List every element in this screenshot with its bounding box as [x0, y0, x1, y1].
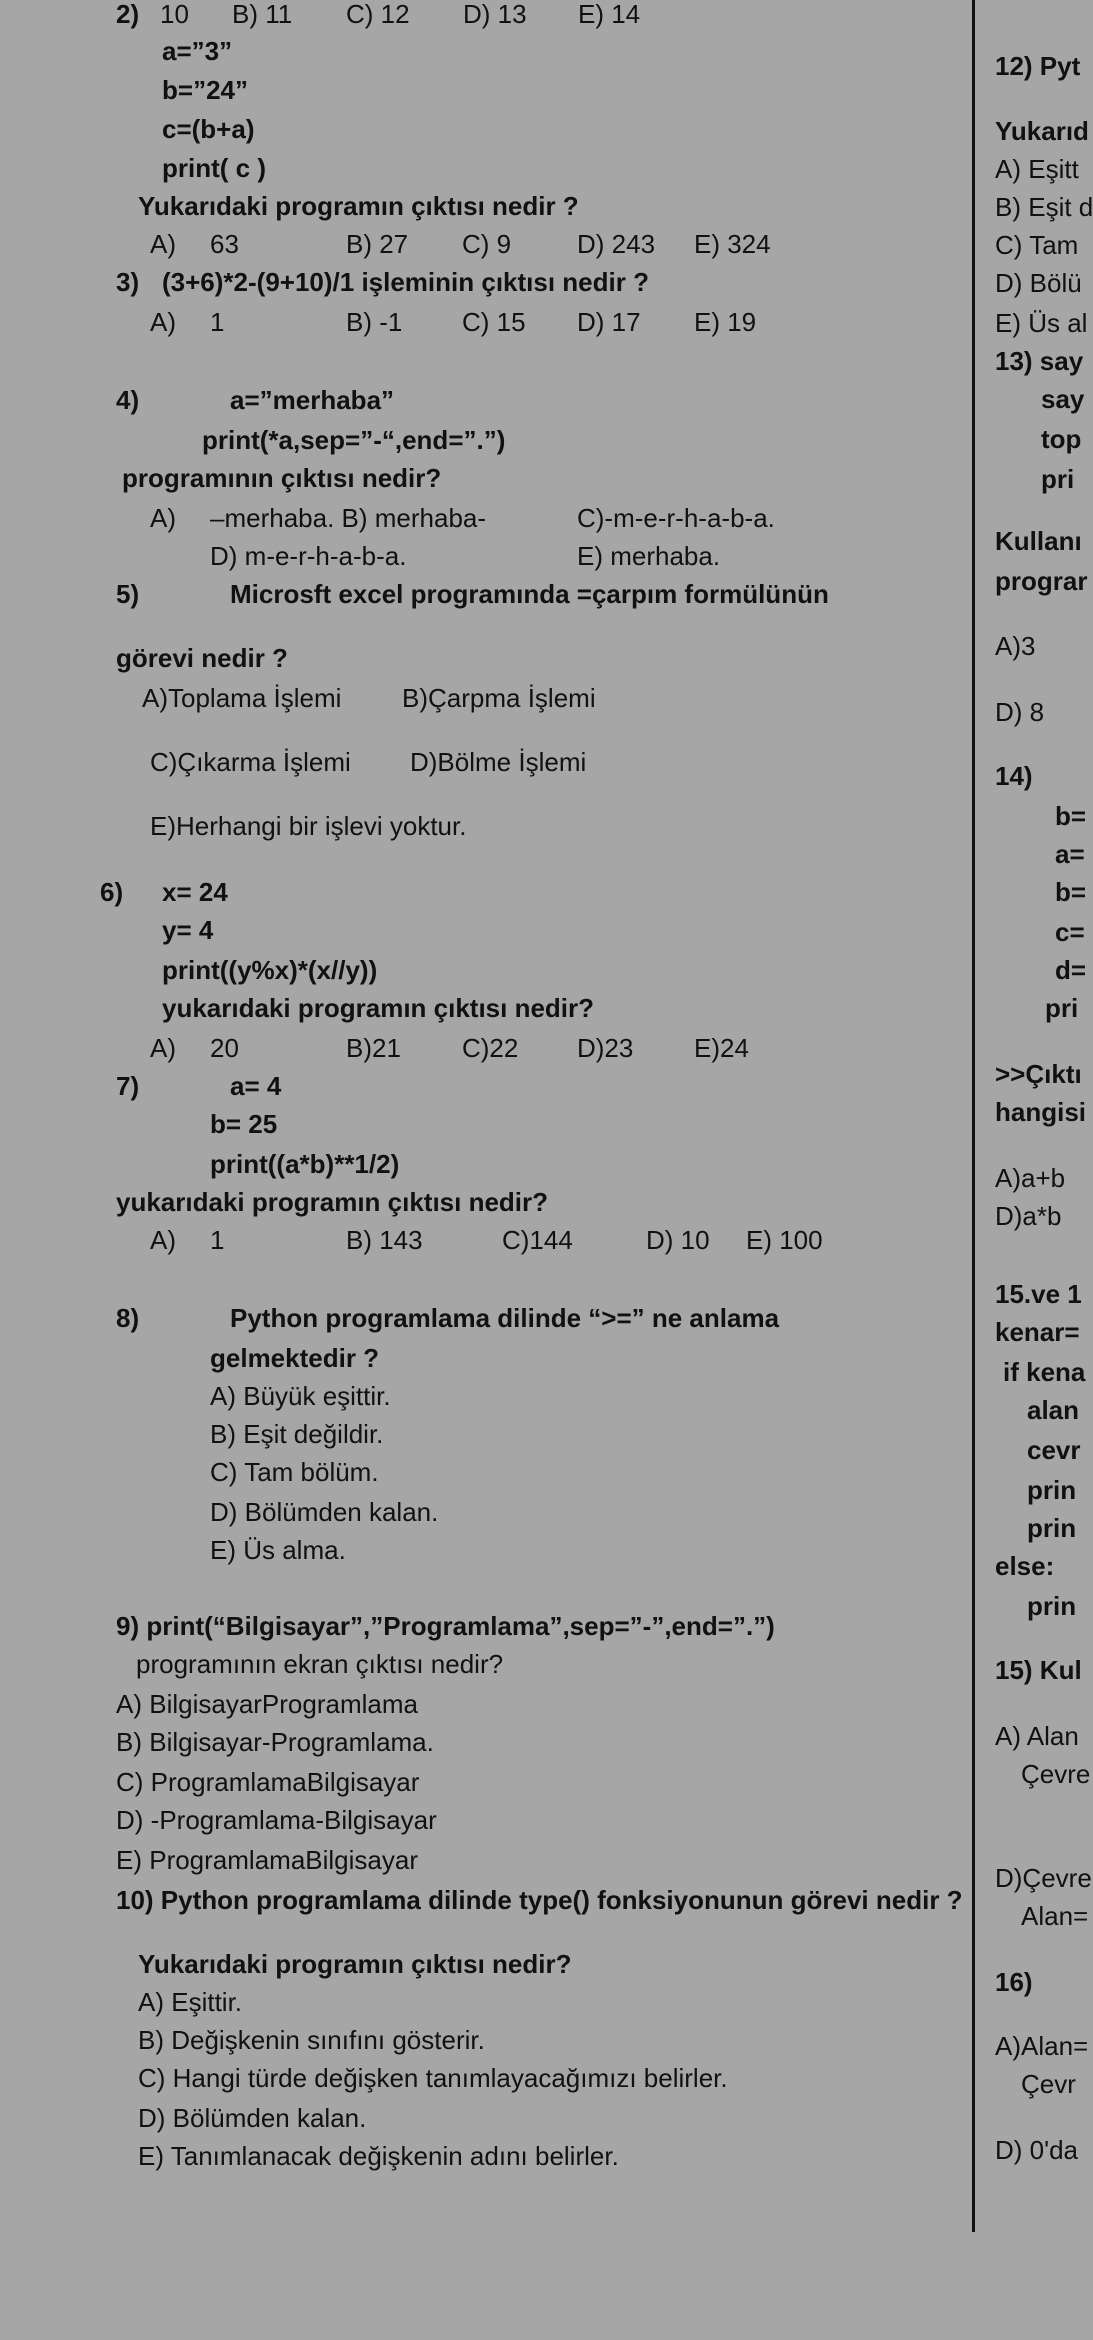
q3-option-e: E) 19 — [694, 307, 757, 337]
q7-option-a: 1 — [210, 1225, 225, 1255]
q2-option-a: 63 — [210, 229, 239, 259]
right-text: 14) — [995, 761, 1033, 791]
q7-code-line: a= 4 — [230, 1071, 282, 1101]
right-text: alan — [1027, 1395, 1080, 1425]
q8-question-cont: gelmektedir ? — [210, 1343, 380, 1373]
q7-option-e: E) 100 — [746, 1225, 823, 1255]
q3-option-b: B) -1 — [346, 307, 403, 337]
q6-option-label: A) — [150, 1033, 176, 1063]
q6-code-line: y= 4 — [162, 915, 214, 945]
q6-option-c: C)22 — [462, 1033, 519, 1063]
right-text: Alan= — [1021, 1901, 1089, 1931]
right-text: a= — [1055, 839, 1085, 869]
q4-number: 4) — [116, 385, 140, 415]
q10-option-b: B) Değişkenin sınıfını gösterir. — [138, 2025, 485, 2055]
q4-code-line: a=”merhaba” — [230, 385, 395, 415]
q3-option-a: 1 — [210, 307, 225, 337]
q7-option-c: C)144 — [502, 1225, 573, 1255]
q8-option-c: C) Tam bölüm. — [210, 1457, 379, 1487]
q2-option-label: A) — [150, 229, 176, 259]
q6-number: 6) — [100, 877, 124, 907]
right-text: A) Alan — [995, 1721, 1079, 1751]
right-text: else: — [995, 1551, 1055, 1581]
q10-question: 10) Python programlama dilinde type() fonksiyonunun görevi nedir ? — [116, 1885, 963, 1915]
q2-prev-option-d: D) 13 — [463, 0, 527, 29]
q9-question: 9) print(“Bilgisayar”,”Programlama”,sep=”-”,end=”.”) — [116, 1611, 775, 1641]
q10-option-a: A) Eşittir. — [138, 1987, 243, 2017]
right-text: 16) — [995, 1967, 1033, 1997]
q2-option-c: C) 9 — [462, 229, 512, 259]
q9-option-d: D) -Programlama-Bilgisayar — [116, 1805, 437, 1835]
right-text: Kullanı — [995, 526, 1082, 556]
q5-option-a: A)Toplama İşlemi — [142, 683, 342, 713]
right-text: prin — [1027, 1513, 1077, 1543]
right-text: prin — [1027, 1475, 1077, 1505]
q2-option-b: B) 27 — [346, 229, 409, 259]
q9-option-a: A) BilgisayarProgramlama — [116, 1689, 418, 1719]
right-text: >>Çıktı — [995, 1059, 1082, 1089]
q10-option-d: D) Bölümden kalan. — [138, 2103, 367, 2133]
right-text: if kena — [1003, 1357, 1086, 1387]
right-text: prin — [1027, 1591, 1077, 1621]
right-text: A) Eşitt — [995, 154, 1079, 184]
q4-option-label: A) — [150, 503, 176, 533]
q5-question: Microsft excel programında =çarpım formülünün — [230, 579, 829, 609]
q8-question: Python programlama dilinde “>=” ne anlama — [230, 1303, 780, 1333]
q2-prev-option-b: B) 11 — [232, 0, 293, 29]
right-text: say — [1041, 384, 1085, 414]
right-column — [975, 0, 1093, 2340]
q4-option-c: C)-m-e-r-h-a-b-a. — [577, 503, 775, 533]
q7-code-line: b= 25 — [210, 1109, 278, 1139]
right-text: D)Çevre — [995, 1863, 1092, 1893]
q2-code-line: a=”3” — [162, 36, 233, 66]
q7-option-b: B) 143 — [346, 1225, 423, 1255]
right-text: B) Eşit d — [995, 192, 1093, 222]
q2-code-line: c=(b+a) — [162, 114, 255, 144]
q2-prev-option-a: 10 — [160, 0, 189, 29]
right-text: cevr — [1027, 1435, 1081, 1465]
right-text: d= — [1055, 955, 1087, 985]
q7-option-label: A) — [150, 1225, 176, 1255]
q5-option-c: C)Çıkarma İşlemi — [150, 747, 351, 777]
right-text: C) Tam — [995, 230, 1079, 260]
q8-option-e: E) Üs alma. — [210, 1535, 346, 1565]
right-text: pri — [1041, 464, 1075, 494]
q6-code-line: print((y%x)*(x//y)) — [162, 955, 378, 985]
right-text: Çevre — [1021, 1759, 1091, 1789]
right-text: A)3 — [995, 631, 1036, 661]
q6-option-e: E)24 — [694, 1033, 749, 1063]
q4-code-line: print(*a,sep=”-“,end=”.”) — [202, 425, 506, 455]
q5-number: 5) — [116, 579, 140, 609]
q9-subtitle: programının ekran çıktısı nedir? — [136, 1649, 504, 1679]
right-text: A)a+b — [995, 1163, 1066, 1193]
right-text: D) 8 — [995, 697, 1045, 727]
q7-code-line: print((a*b)**1/2) — [210, 1149, 400, 1179]
q9-option-c: C) ProgramlamaBilgisayar — [116, 1767, 420, 1797]
right-text: b= — [1055, 877, 1087, 907]
q8-option-b: B) Eşit değildir. — [210, 1419, 384, 1449]
q8-option-a: A) Büyük eşittir. — [210, 1381, 391, 1411]
q5-question-cont: görevi nedir ? — [116, 643, 288, 673]
right-text: hangisi — [995, 1097, 1087, 1127]
right-text: 12) Pyt — [995, 51, 1081, 81]
q5-option-b: B)Çarpma İşlemi — [402, 683, 596, 713]
right-text: b= — [1055, 801, 1087, 831]
right-text: kenar= — [995, 1317, 1080, 1347]
q6-code-line: x= 24 — [162, 877, 228, 907]
q3-option-label: A) — [150, 307, 176, 337]
right-text: 15) Kul — [995, 1655, 1082, 1685]
q6-option-d: D)23 — [577, 1033, 634, 1063]
right-text: A)Alan= — [995, 2031, 1089, 2061]
right-text: E) Üs al — [995, 308, 1088, 338]
right-text: Çevr — [1021, 2069, 1076, 2099]
q10-option-e: E) Tanımlanacak değişkenin adını belirler. — [138, 2141, 619, 2171]
right-text: top — [1041, 424, 1082, 454]
q7-question: yukarıdaki programın çıktısı nedir? — [116, 1187, 549, 1217]
q2-question: Yukarıdaki programın çıktısı nedir ? — [138, 191, 579, 221]
right-text: c= — [1055, 917, 1085, 947]
right-text: prograr — [995, 566, 1088, 596]
q4-option-a-b: –merhaba. B) merhaba- — [210, 503, 487, 533]
right-text: 13) say — [995, 346, 1084, 376]
q8-option-d: D) Bölümden kalan. — [210, 1497, 439, 1527]
q2-prev-option-c: C) 12 — [346, 0, 410, 29]
q6-option-a: 20 — [210, 1033, 239, 1063]
q3-option-d: D) 17 — [577, 307, 641, 337]
q7-option-d: D) 10 — [646, 1225, 710, 1255]
q2-code-line: b=”24” — [162, 75, 248, 105]
q2-number: 2) — [116, 0, 140, 29]
right-text: D) 0'da — [995, 2135, 1079, 2165]
right-text: 15.ve 1 — [995, 1279, 1082, 1309]
q10-subtitle: Yukarıdaki programın çıktısı nedir? — [138, 1949, 572, 1979]
q2-prev-option-e: E) 14 — [578, 0, 641, 29]
q2-option-e: E) 324 — [694, 229, 771, 259]
q7-number: 7) — [116, 1071, 140, 1101]
q2-code-line: print( c ) — [162, 153, 266, 183]
q6-question: yukarıdaki programın çıktısı nedir? — [162, 993, 595, 1023]
right-text: D) Bölü — [995, 268, 1082, 298]
q9-option-e: E) ProgramlamaBilgisayar — [116, 1845, 418, 1875]
q3-number: 3) — [116, 267, 140, 297]
q10-option-c: C) Hangi türde değişken tanımlayacağımızı belirler. — [138, 2063, 728, 2093]
q4-question: programının çıktısı nedir? — [122, 463, 442, 493]
q8-number: 8) — [116, 1303, 140, 1333]
q3-option-c: C) 15 — [462, 307, 526, 337]
right-text: D)a*b — [995, 1201, 1062, 1231]
q4-option-e: E) merhaba. — [577, 541, 721, 571]
q5-option-d: D)Bölme İşlemi — [410, 747, 587, 777]
q3-question: (3+6)*2-(9+10)/1 işleminin çıktısı nedir ? — [162, 267, 649, 297]
q6-option-b: B)21 — [346, 1033, 401, 1063]
right-text: pri — [1045, 993, 1079, 1023]
q4-option-d: D) m-e-r-h-a-b-a. — [210, 541, 407, 571]
right-text: Yukarıd — [995, 116, 1089, 146]
q9-option-b: B) Bilgisayar-Programlama. — [116, 1727, 434, 1757]
q2-option-d: D) 243 — [577, 229, 656, 259]
q5-option-e: E)Herhangi bir işlevi yoktur. — [150, 811, 467, 841]
